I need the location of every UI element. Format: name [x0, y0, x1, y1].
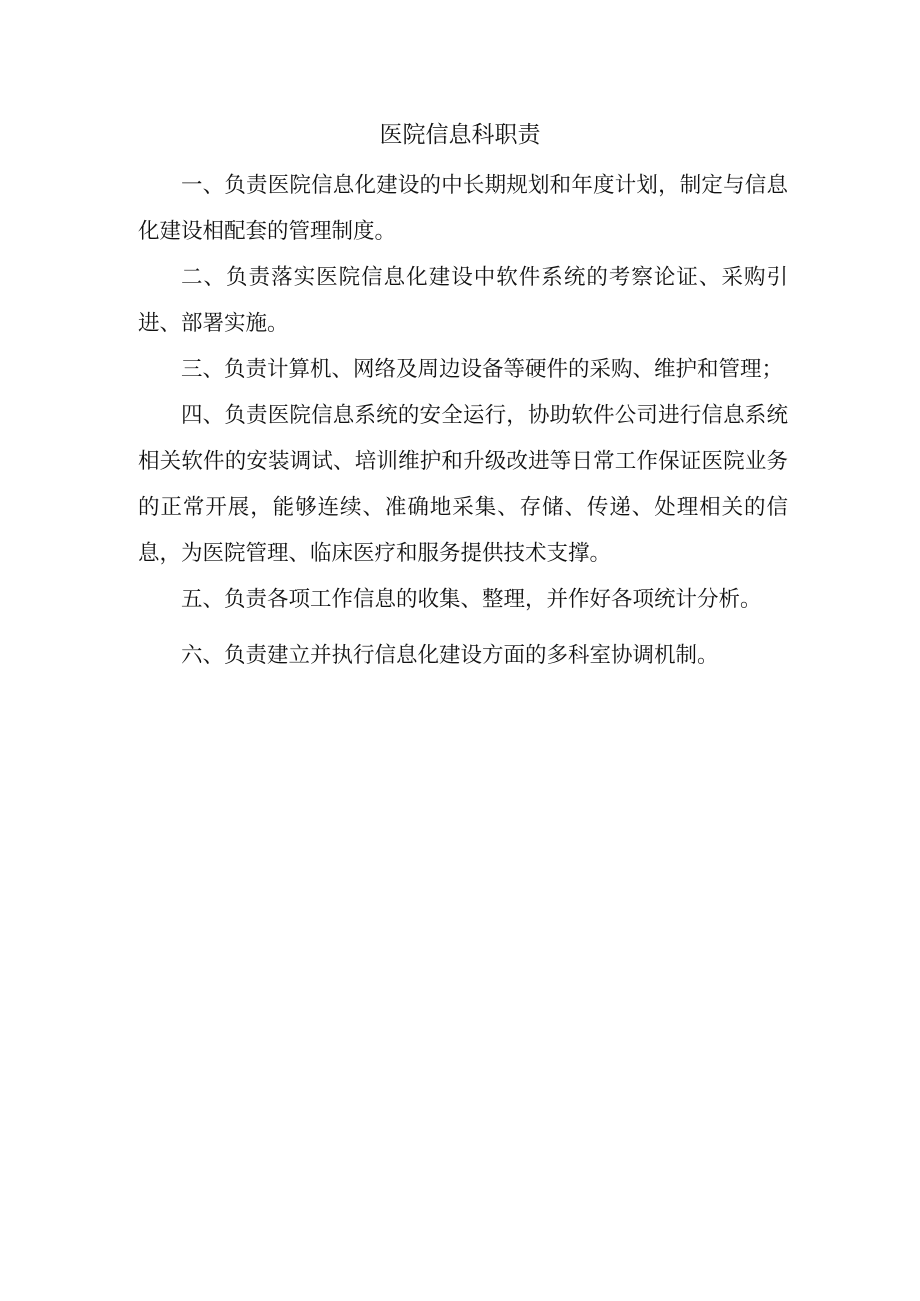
paragraph-3: 三、负责计算机、网络及周边设备等硬件的采购、维护和管理；	[181, 357, 784, 382]
paragraph-5: 五、负责各项工作信息的收集、整理，并作好各项统计分析。	[181, 587, 762, 612]
paragraph-6: 六、负责建立并执行信息化建设方面的多科室协调机制。	[181, 643, 719, 668]
paragraph-2: 二、负责落实医院信息化建设中软件系统的考察论证、采购引进、部署实施。	[138, 265, 788, 336]
paragraph-1: 一、负责医院信息化建设的中长期规划和年度计划，制定与信息化建设相配套的管理制度。	[138, 173, 788, 244]
document-body	[138, 163, 788, 679]
document-title: 医院信息科职责	[379, 122, 541, 148]
paragraph-4: 四、负责医院信息系统的安全运行，协助软件公司进行信息系统相关软件的安装调试、培训维护和升级改进等日常工作保证医院业务的正常开展，能够连续、准确地采集、存储、传递、处理相关的信息，为医院管理、临床医疗和服务提供技术支撑。	[138, 403, 788, 566]
